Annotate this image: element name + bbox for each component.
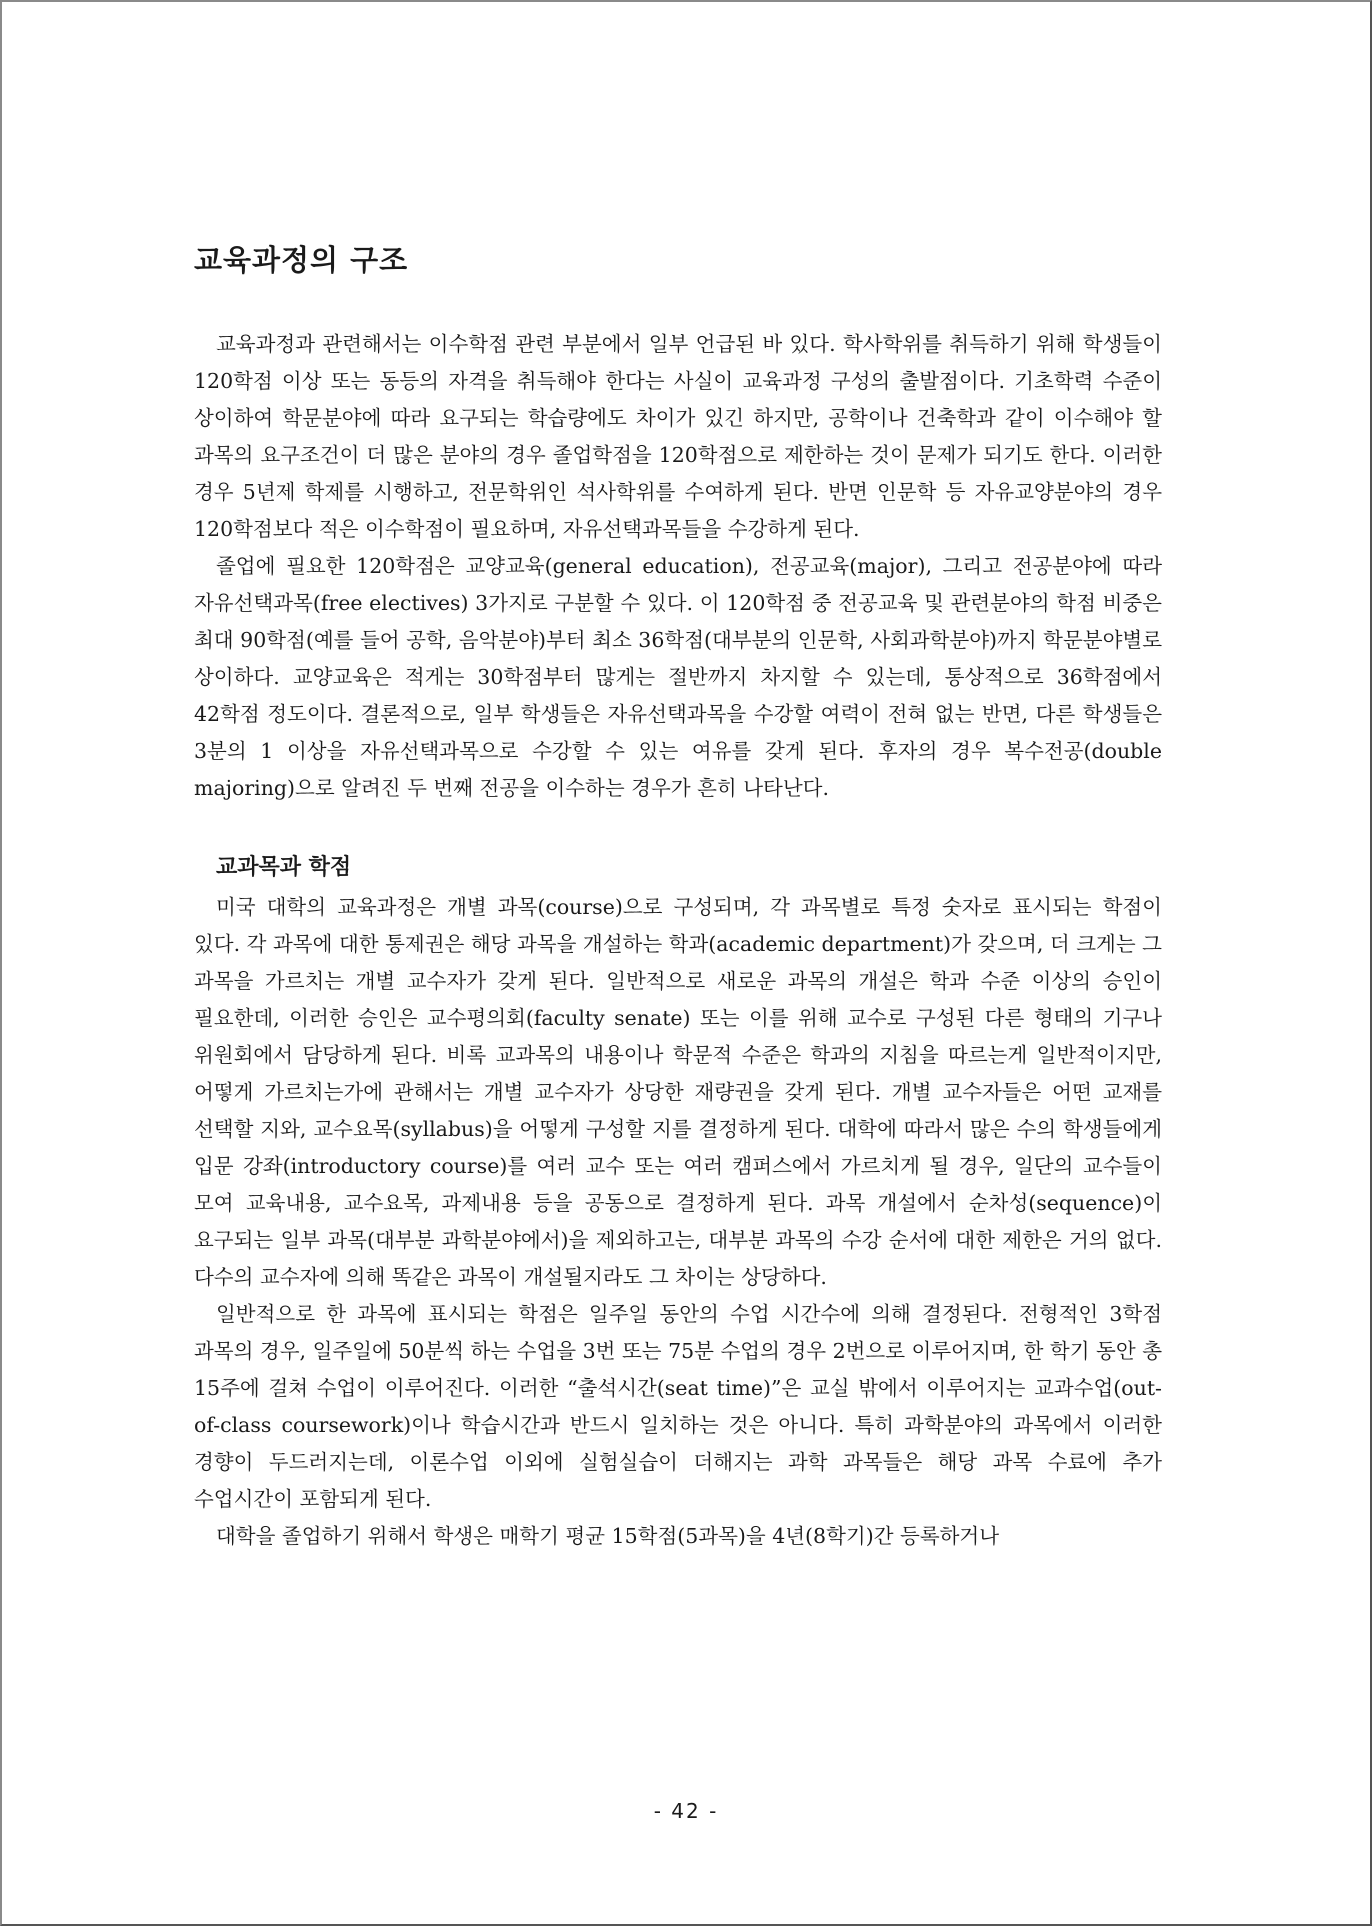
paragraph: 졸업에 필요한 120학점은 교양교육(general education), 전공교육(major), 그리고 전공분야에 따라 자유선택과목(free electives) 3가지로 구분할 수 있다. 이 120학점 중 전공교육 및 관련분야의 학점 비중은 최대 90학점(예를 들어 공학, 음악분야)부터 최소 36학점(대부분의 인문학, 사회과학분야)까지 학문분야별로 상이하다. 교양교육은 적게는 30학점부터 많게는 절반까지 차지할 수 있는데, 통상적으로 36학점에서 42학점 정도이다. 결론적으로, 일부 학생들은 자유선택과목을 수강할 여력이 전혀 없는 반면, 다른 학생들은 3분의 1 이상을 자유선택과목으로 수강할 수 있는 여유를 갖게 된다. 후자의 경우 복수전공(double majoring)으로 알려진 두 번째 전공을 이수하는 경우가 흔히 나타난다.: [194, 554, 1162, 800]
document-body: [194, 240, 1162, 1555]
paragraph: 미국 대학의 교육과정은 개별 과목(course)으로 구성되며, 각 과목별로 특정 숫자로 표시되는 학점이 있다. 각 과목에 대한 통제권은 해당 과목을 개설하는 학과(academic department)가 갖으며, 더 크게는 그 과목을 가르치는 개별 교수자가 갖게 된다. 일반적으로 새로운 과목의 개설은 학과 수준 이상의 승인이 필요한데, 이러한 승인은 교수평의회(faculty senate) 또는 이를 위해 교수로 구성된 다른 형태의 기구나 위원회에서 담당하게 된다. 비록 교과목의 내용이나 학문적 수준은 학과의 지침을 따르는게 일반적이지만, 어떻게 가르치는가에 관해서는 개별 교수자가 상당한 재량권을 갖게 된다. 개별 교수자들은 어떤 교재를 선택할 지와, 교수요목(syllabus)을 어떻게 구성할 지를 결정하게 된다. 대학에 따라서 많은 수의 학생들에게 입문 강좌(introductory course)를 여러 교수 또는 여러 캠퍼스에서 가르치게 될 경우, 일단의 교수들이 모여 교육내용, 교수요목, 과제내용 등을 공동으로 결정하게 된다. 과목 개설에서 순차성(sequence)이 요구되는 일부 과목(대부분 과학분야에서)을 제외하고는, 대부분 과목의 수강 순서에 대한 제한은 거의 없다. 다수의 교수자에 의해 똑같은 과목이 개설될지라도 그 차이는 상당하다.: [194, 895, 1162, 1289]
page-number: - 42 -: [653, 1799, 719, 1823]
section-title: 교육과정의 구조: [194, 243, 409, 277]
paragraph: 교육과정과 관련해서는 이수학점 관련 부분에서 일부 언급된 바 있다. 학사학위를 취득하기 위해 학생들이 120학점 이상 또는 동등의 자격을 취득해야 한다는 사실이 교육과정 구성의 출발점이다. 기초학력 수준이 상이하여 학문분야에 따라 요구되는 학습량에도 차이가 있긴 하지만, 공학이나 건축학과 같이 이수해야 할 과목의 요구조건이 더 많은 분야의 경우 졸업학점을 120학점으로 제한하는 것이 문제가 되기도 한다. 이러한 경우 5년제 학제를 시행하고, 전문학위인 석사학위를 수여하게 된다. 반면 인문학 등 자유교양분야의 경우 120학점보다 적은 이수학점이 필요하며, 자유선택과목들을 수강하게 된다.: [194, 332, 1162, 541]
paragraph: 대학을 졸업하기 위해서 학생은 매학기 평균 15학점(5과목)을 4년(8학기)간 등록하거나: [216, 1524, 1000, 1548]
paragraph: 일반적으로 한 과목에 표시되는 학점은 일주일 동안의 수업 시간수에 의해 결정된다. 전형적인 3학점 과목의 경우, 일주일에 50분씩 하는 수업을 3번 또는 75분 수업의 경우 2번으로 이루어지며, 한 학기 동안 총 15주에 걸쳐 수업이 이루어진다. 이러한 “출석시간(seat time)”은 교실 밖에서 이루어지는 교과수업(out-of-class coursework)이나 학습시간과 반드시 일치하는 것은 아니다. 특히 과학분야의 과목에서 이러한 경향이 두드러지는데, 이론수업 이외에 실험실습이 더해지는 과학 과목들은 해당 과목 수료에 추가 수업시간이 포함되게 된다.: [194, 1302, 1162, 1511]
subsection-title: 교과목과 학점: [216, 855, 352, 880]
